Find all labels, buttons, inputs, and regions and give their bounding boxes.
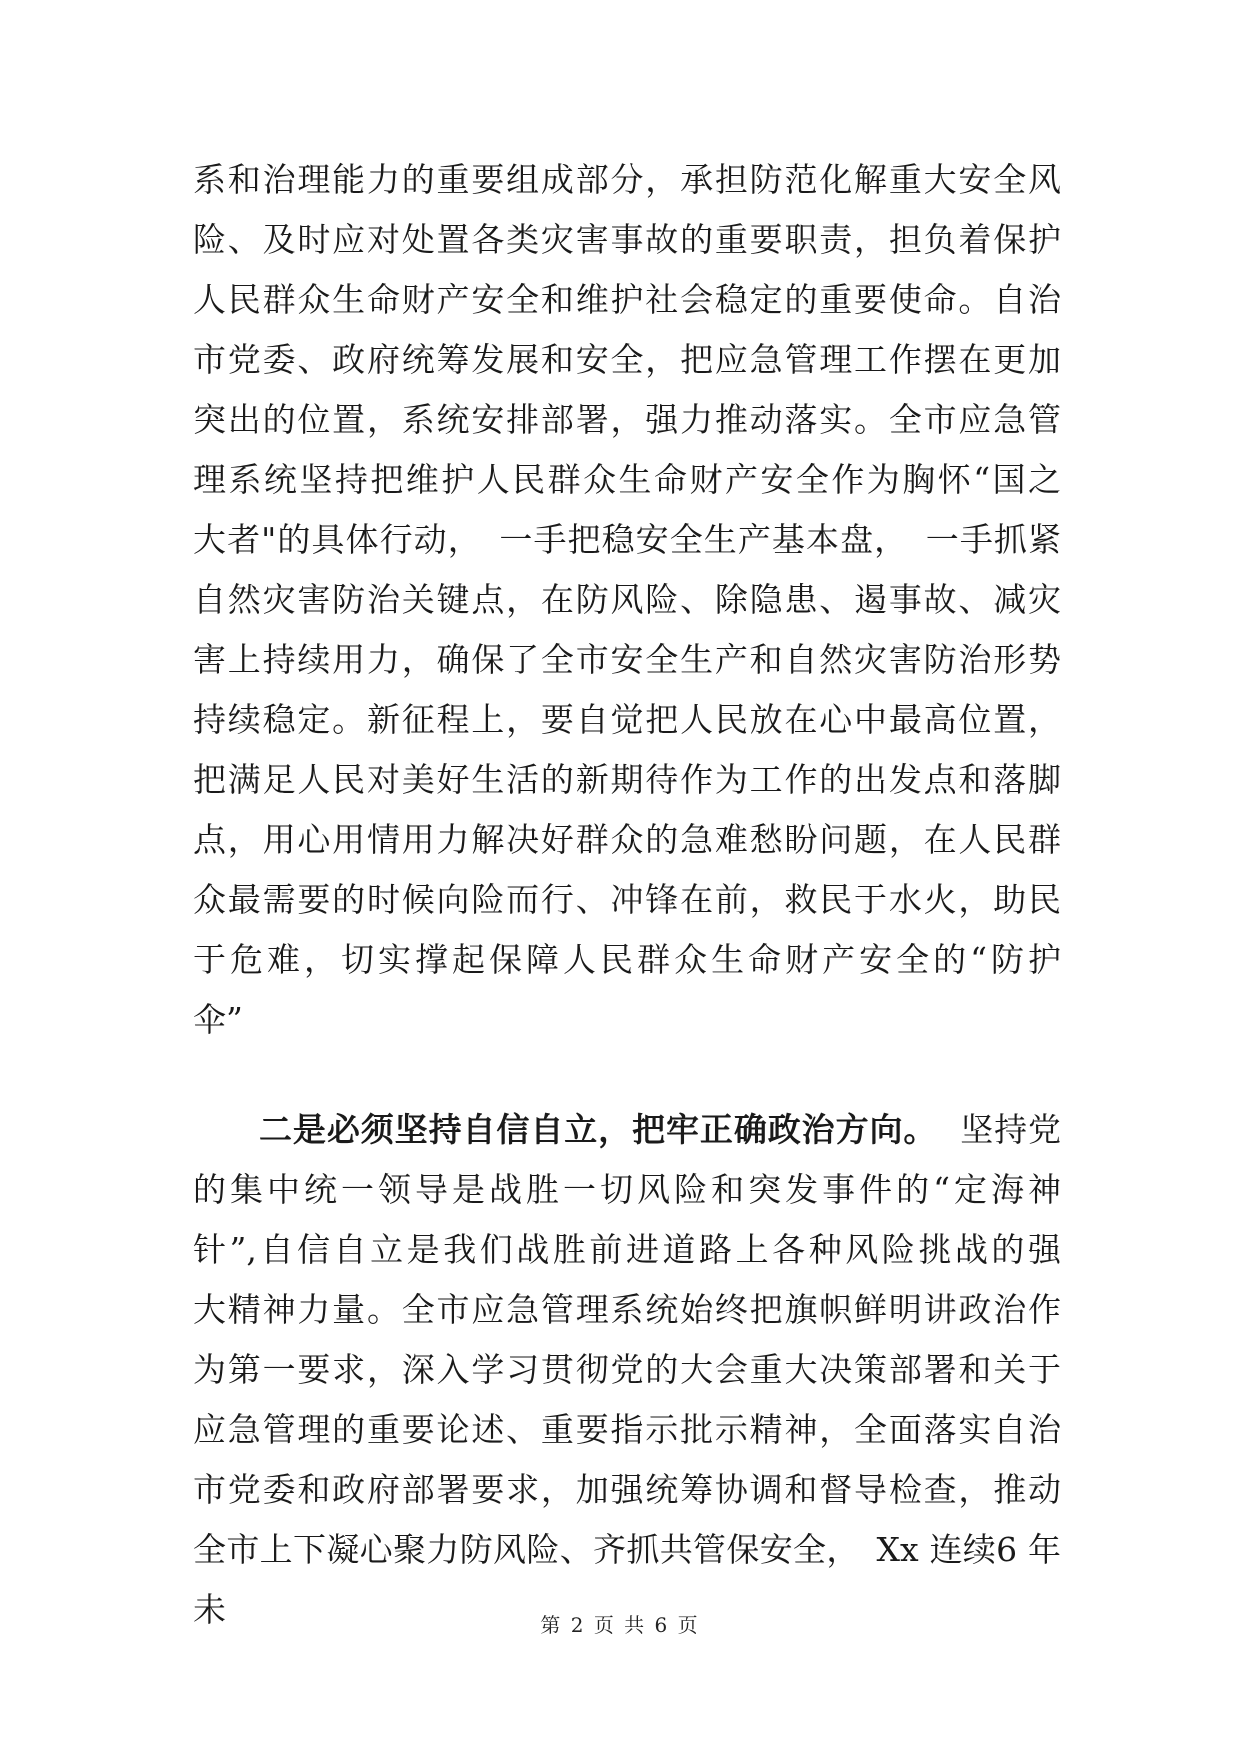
text-line: 自然灾害防治关键点，在防风险、除隐患、遏事故、减灾 bbox=[193, 580, 1061, 619]
text-line: 大者"的具体行动， 一手把稳安全生产基本盘， 一手抓紧 bbox=[193, 520, 1061, 559]
text-line: 突出的位置，系统安排部署，强力推动落实。全市应急管 bbox=[193, 400, 1061, 439]
text-line: 系和治理能力的重要组成部分，承担防范化解重大安全风 bbox=[193, 160, 1061, 199]
text-line: 针”,自信自立是我们战胜前进道路上各种风险挑战的强 bbox=[193, 1230, 1061, 1269]
paragraph-2 bbox=[193, 1100, 1061, 1640]
text-line: 持续稳定。新征程上，要自觉把人民放在心中最高位置， bbox=[193, 700, 1061, 739]
page-number-footer: 第 2 页 共 6 页 bbox=[540, 1613, 700, 1637]
text-line bbox=[193, 1100, 1061, 1160]
paragraph-1 bbox=[193, 150, 1061, 1050]
text-line: 伞” bbox=[193, 1000, 243, 1039]
text-line: 市党委、政府统筹发展和安全，把应急管理工作摆在更加 bbox=[193, 340, 1061, 379]
paragraph-gap bbox=[193, 1050, 1061, 1100]
paragraph-heading: 二是必须坚持自信自立，把牢正确政治方向。 bbox=[259, 1110, 938, 1149]
text-line: 点，用心用情用力解决好群众的急难愁盼问题，在人民群 bbox=[193, 820, 1061, 859]
text-line: 险、及时应对处置各类灾害事故的重要职责，担负着保护 bbox=[193, 220, 1061, 259]
text-line: 人民群众生命财产安全和维护社会稳定的重要使命。自治 bbox=[193, 280, 1061, 319]
text-line: 全市上下凝心聚力防风险、齐抓共管保安全， Xx 连续6 年 bbox=[193, 1530, 1061, 1569]
text-line: 应急管理的重要论述、重要指示批示精神，全面落实自治 bbox=[193, 1410, 1061, 1449]
text-line: 大精神力量。全市应急管理系统始终把旗帜鲜明讲政治作 bbox=[193, 1290, 1061, 1329]
text-line: 未 bbox=[193, 1590, 226, 1629]
heading-line-rest: 坚持党 bbox=[960, 1110, 1061, 1149]
text-line: 的集中统一领导是战胜一切风险和突发事件的“定海神 bbox=[193, 1170, 1061, 1209]
text-line: 市党委和政府部署要求，加强统筹协调和督导检查，推动 bbox=[193, 1470, 1061, 1509]
text-line: 为第一要求，深入学习贯彻党的大会重大决策部署和关于 bbox=[193, 1350, 1061, 1389]
text-line: 把满足人民对美好生活的新期待作为工作的出发点和落脚 bbox=[193, 760, 1061, 799]
text-line: 于危难，切实撑起保障人民群众生命财产安全的“防护 bbox=[193, 940, 1061, 979]
body-text bbox=[193, 150, 1061, 1640]
text-line: 理系统坚持把维护人民群众生命财产安全作为胸怀“国之 bbox=[193, 460, 1061, 499]
text-line: 众最需要的时候向险而行、冲锋在前，救民于水火，助民 bbox=[193, 880, 1061, 919]
text-line: 害上持续用力，确保了全市安全生产和自然灾害防治形势 bbox=[193, 640, 1061, 679]
